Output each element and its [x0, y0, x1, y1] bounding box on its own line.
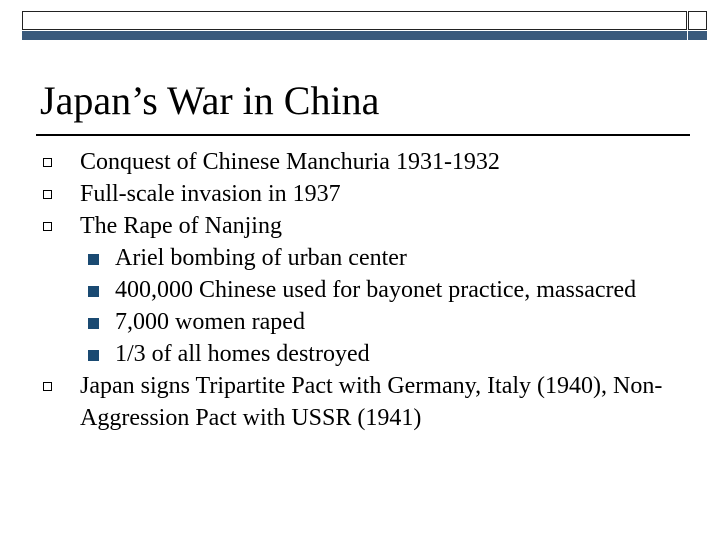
- bullet-text: Japan signs Tripartite Pact with Germany, Italy (1940), Non-Aggression Pact with USSR (1941): [80, 373, 663, 431]
- slide-title: Japan’s War in China: [40, 78, 380, 123]
- bullet-text: Conquest of Chinese Manchuria 1931-1932: [80, 149, 500, 175]
- header-accent-bar: [22, 31, 687, 40]
- sub-bullet-item: [40, 338, 710, 370]
- solid-square-bullet-icon: [88, 286, 99, 297]
- solid-square-bullet-icon: [88, 350, 99, 361]
- sub-bullet-text: 400,000 Chinese used for bayonet practice, massacred: [115, 277, 637, 303]
- hollow-square-bullet-icon: [43, 190, 52, 199]
- hollow-square-bullet-icon: [43, 222, 52, 231]
- sub-bullet-item: [40, 242, 710, 274]
- solid-square-bullet-icon: [88, 254, 99, 265]
- sub-bullet-text: Ariel bombing of urban center: [115, 245, 407, 271]
- slide-body: [40, 146, 710, 434]
- sub-bullet-text: 7,000 women raped: [115, 309, 305, 335]
- sub-bullet-text: 1/3 of all homes destroyed: [115, 341, 370, 367]
- bullet-text: Full-scale invasion in 1937: [80, 181, 341, 207]
- header-decor-square: [688, 11, 707, 30]
- bullet-text: The Rape of Nanjing: [80, 213, 282, 239]
- bullet-item: [40, 370, 710, 434]
- hollow-square-bullet-icon: [43, 382, 52, 391]
- bullet-item: [40, 210, 710, 242]
- sub-bullet-item: [40, 306, 710, 338]
- header-accent-square: [688, 31, 707, 40]
- header-decor-bar: [22, 11, 687, 30]
- bullet-item: [40, 178, 710, 210]
- bullet-item: [40, 146, 710, 178]
- sub-bullet-item: [40, 274, 710, 306]
- solid-square-bullet-icon: [88, 318, 99, 329]
- hollow-square-bullet-icon: [43, 158, 52, 167]
- title-divider: [36, 134, 690, 136]
